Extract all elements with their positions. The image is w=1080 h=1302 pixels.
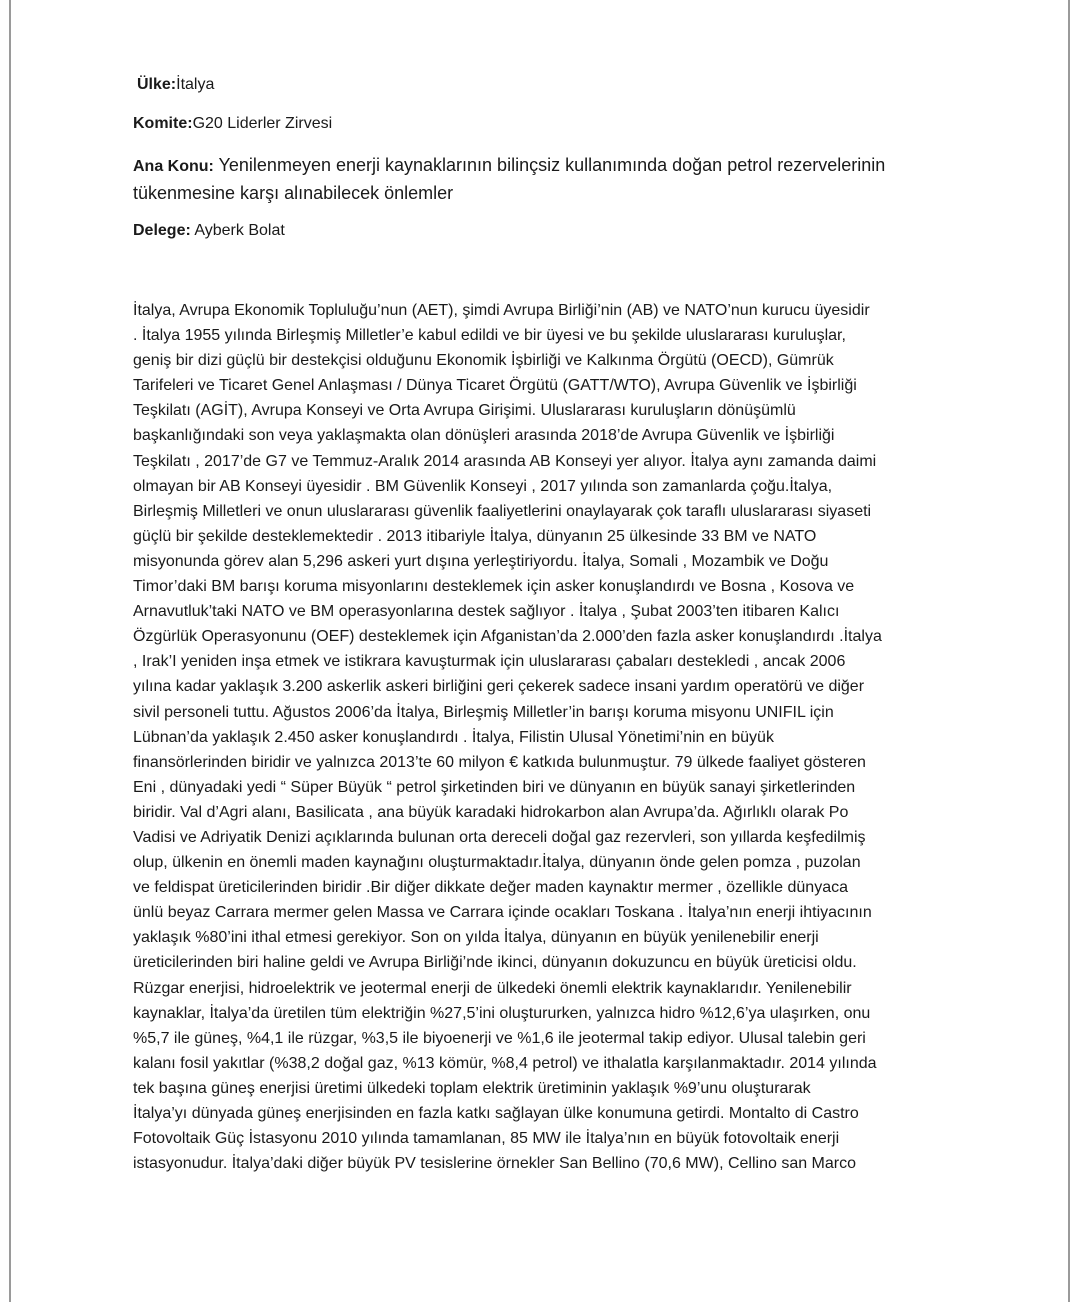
body-line: olmayan bir AB Konseyi üyesidir . BM Güvenlik Konseyi , 2017 yılında son zamanlarda çoğu.İtalya, bbox=[133, 477, 833, 495]
body-paragraph bbox=[133, 298, 953, 1176]
body-line: güçlü bir şekilde desteklemektedir . 2013 itibariyle İtalya, dünyanın 25 ülkesinde 33 BM ve NATO bbox=[133, 527, 817, 545]
committee-value: G20 Liderler Zirvesi bbox=[192, 115, 333, 132]
body-line: Fotovoltaik Güç İstasyonu 2010 yılında tamamlanan, 85 MW ile İtalya’nın en büyük fotovoltaik enerji bbox=[133, 1130, 840, 1148]
body-line: geniş bir dizi güçlü bir destekçisi olduğunu Ekonomik İşbirliği ve Kalkınma Örgütü (OECD), Gümrük bbox=[133, 352, 834, 370]
committee-line bbox=[133, 114, 332, 134]
body-line: . İtalya 1955 yılında Birleşmiş Milletler’e kabul edildi ve bir üyesi ve bu şekilde uluslararası kuruluşlar, bbox=[133, 327, 846, 345]
delegate-line bbox=[133, 221, 285, 241]
body-line: ve feldispat üreticilerinden biridir .Bir diğer dikkate değer maden kaynaktır mermer , özellikle dünyaca bbox=[133, 879, 848, 897]
body-line: ünlü beyaz Carrara mermer gelen Massa ve Carrara içinde ocakları Toskana . İtalya’nın enerji ihtiyacının bbox=[133, 904, 872, 922]
body-line: olup, ülkenin en önemli maden kaynağını oluşturmaktadır.İtalya, dünyanın önde gelen pomza , puzolan bbox=[133, 854, 861, 872]
body-line: Teşkilatı (AGİT), Avrupa Konseyi ve Orta Avrupa Girişimi. Uluslararası kuruluşların dönüşümlü bbox=[133, 402, 796, 420]
body-line: Timor’daki BM barışı koruma misyonlarını desteklemek için asker konuşlandırdı ve Bosna , Kosova ve bbox=[133, 578, 855, 596]
body-line: başkanlığındaki son veya yaklaşmakta olan dönüşleri arasında 2018’de Avrupa Güvenlik ve İşbirliği bbox=[133, 427, 835, 445]
body-line: sivil personeli tuttu. Ağustos 2006’da İtalya, Birleşmiş Milletler’in barışı koruma misyonu UNIFIL için bbox=[133, 703, 834, 721]
page-left-border bbox=[9, 0, 11, 1302]
body-line: tek başına güneş enerjisi üretimi ülkedeki toplam elektrik üretiminin yaklaşık %9’unu oluşturarak bbox=[133, 1079, 811, 1097]
body-line: , Irak’I yeniden inşa etmek ve istikrara kavuşturmak için uluslararası çabaları destekledi , ancak 2006 bbox=[133, 653, 846, 671]
page-right-border bbox=[1068, 0, 1070, 1302]
country-label: Ülke: bbox=[137, 76, 177, 93]
body-line: %5,7 ile güneş, %4,1 ile rüzgar, %3,5 ile biyoenerji ve %1,6 ile jeotermal takip ediyor. Ulusal talebin geri bbox=[133, 1029, 866, 1047]
topic-label: Ana Konu: bbox=[133, 158, 214, 175]
body-line: yaklaşık %80’ini ithal etmesi gerekiyor. Son on yılda İtalya, dünyanın en büyük yenilenebilir enerji bbox=[133, 929, 819, 947]
body-line: Teşkilatı , 2017’de G7 ve Temmuz-Aralık 2014 arasında AB Konseyi yer alıyor. İtalya aynı zamanda daimi bbox=[133, 452, 877, 470]
country-line bbox=[137, 75, 214, 95]
body-line: Eni , dünyadaki yedi “ Süper Büyük “ petrol şirketinden biri ve dünyanın en büyük sanayi şirketlerinden bbox=[133, 778, 856, 796]
body-line: Arnavutluk’taki NATO ve BM operasyonlarına destek sağlıyor . İtalya , Şubat 2003’ten itibaren Kalıcı bbox=[133, 603, 840, 621]
country-value: İtalya bbox=[176, 76, 215, 93]
body-line: Vadisi ve Adriyatik Denizi açıklarında bulunan orta dereceli doğal gaz rezervleri, son yıllarda keşfedilmiş bbox=[133, 828, 866, 846]
body-line: Özgürlük Operasyonunu (OEF) desteklemek için Afganistan’da 2.000’den fazla asker konuşlandırdı .İtalya bbox=[133, 628, 882, 646]
body-line: finansörlerinden biridir ve yalnızca 2013’te 60 milyon € katkıda bulunmuştur. 79 ülkede faaliyet gösteren bbox=[133, 753, 866, 771]
body-line: Rüzgar enerjisi, hidroelektrik ve jeotermal enerji de ülkedeki önemli elektrik kaynaklarıdır. Yenilenebilir bbox=[133, 979, 852, 997]
body-line: istasyonudur. İtalya’daki diğer büyük PV tesislerine örnekler San Bellino (70,6 MW), Cellino san Marco bbox=[133, 1155, 857, 1173]
body-line: İtalya’yı dünyada güneş enerjisinden en fazla katkı sağlayan ülke konumuna getirdi. Montalto di Castro bbox=[133, 1105, 859, 1122]
body-line: Tarifeleri ve Ticaret Genel Anlaşması / Dünya Ticaret Örgütü (GATT/WTO), Avrupa Güvenlik ve İşbirliği bbox=[133, 377, 857, 395]
body-line: kaynaklar, İtalya’da üretilen tüm elektriğin %27,5’ini oluştururken, yalnızca hidro %12,6’ya ulaşırken, onu bbox=[133, 1004, 871, 1022]
body-line: biridir. Val d’Agri alanı, Basilicata , ana büyük karadaki hidrokarbon alan Avrupa’da. Ağırlıklı olarak Po bbox=[133, 803, 849, 821]
topic-value: Yenilenmeyen enerji kaynaklarının bilinçsiz kullanımında doğan petrol rezervelerinin tükenmesine karşı alınabilecek önlemler bbox=[133, 155, 886, 203]
committee-label: Komite: bbox=[133, 115, 193, 132]
body-line: İtalya, Avrupa Ekonomik Topluluğu’nun (AET), şimdi Avrupa Birliği’nin (AB) ve NATO’nun kurucu üyesidir bbox=[133, 302, 870, 319]
body-line: Birleşmiş Milletleri ve onun uluslararası güvenlik faaliyetlerini onaylayarak çok taraflı uluslararası siyaseti bbox=[133, 502, 872, 520]
delegate-value: Ayberk Bolat bbox=[190, 222, 285, 239]
body-line: kalanı fosil yakıtlar (%38,2 doğal gaz, %13 kömür, %8,4 petrol) ve ithalatla karşılanmaktadır. 2014 yılında bbox=[133, 1054, 877, 1072]
body-line: misyonunda görev alan 5,296 askeri yurt dışına yerleştiriyordu. İtalya, Somali , Mozambik ve Doğu bbox=[133, 552, 829, 570]
body-line: yılına kadar yaklaşık 3.200 askerlik askeri birliğini geri çekerek sadece insani yardım operatörü ve diğer bbox=[133, 678, 865, 696]
topic-line bbox=[133, 152, 933, 207]
body-line: Lübnan’da yaklaşık 2.450 asker konuşlandırdı . İtalya, Filistin Ulusal Yönetimi’nin en büyük bbox=[133, 728, 774, 746]
body-line: üreticilerinden biri haline geldi ve Avrupa Birliği’nde ikinci, dünyanın dokuzuncu en büyük üreticisi oldu. bbox=[133, 954, 857, 972]
delegate-label: Delege: bbox=[133, 222, 191, 239]
